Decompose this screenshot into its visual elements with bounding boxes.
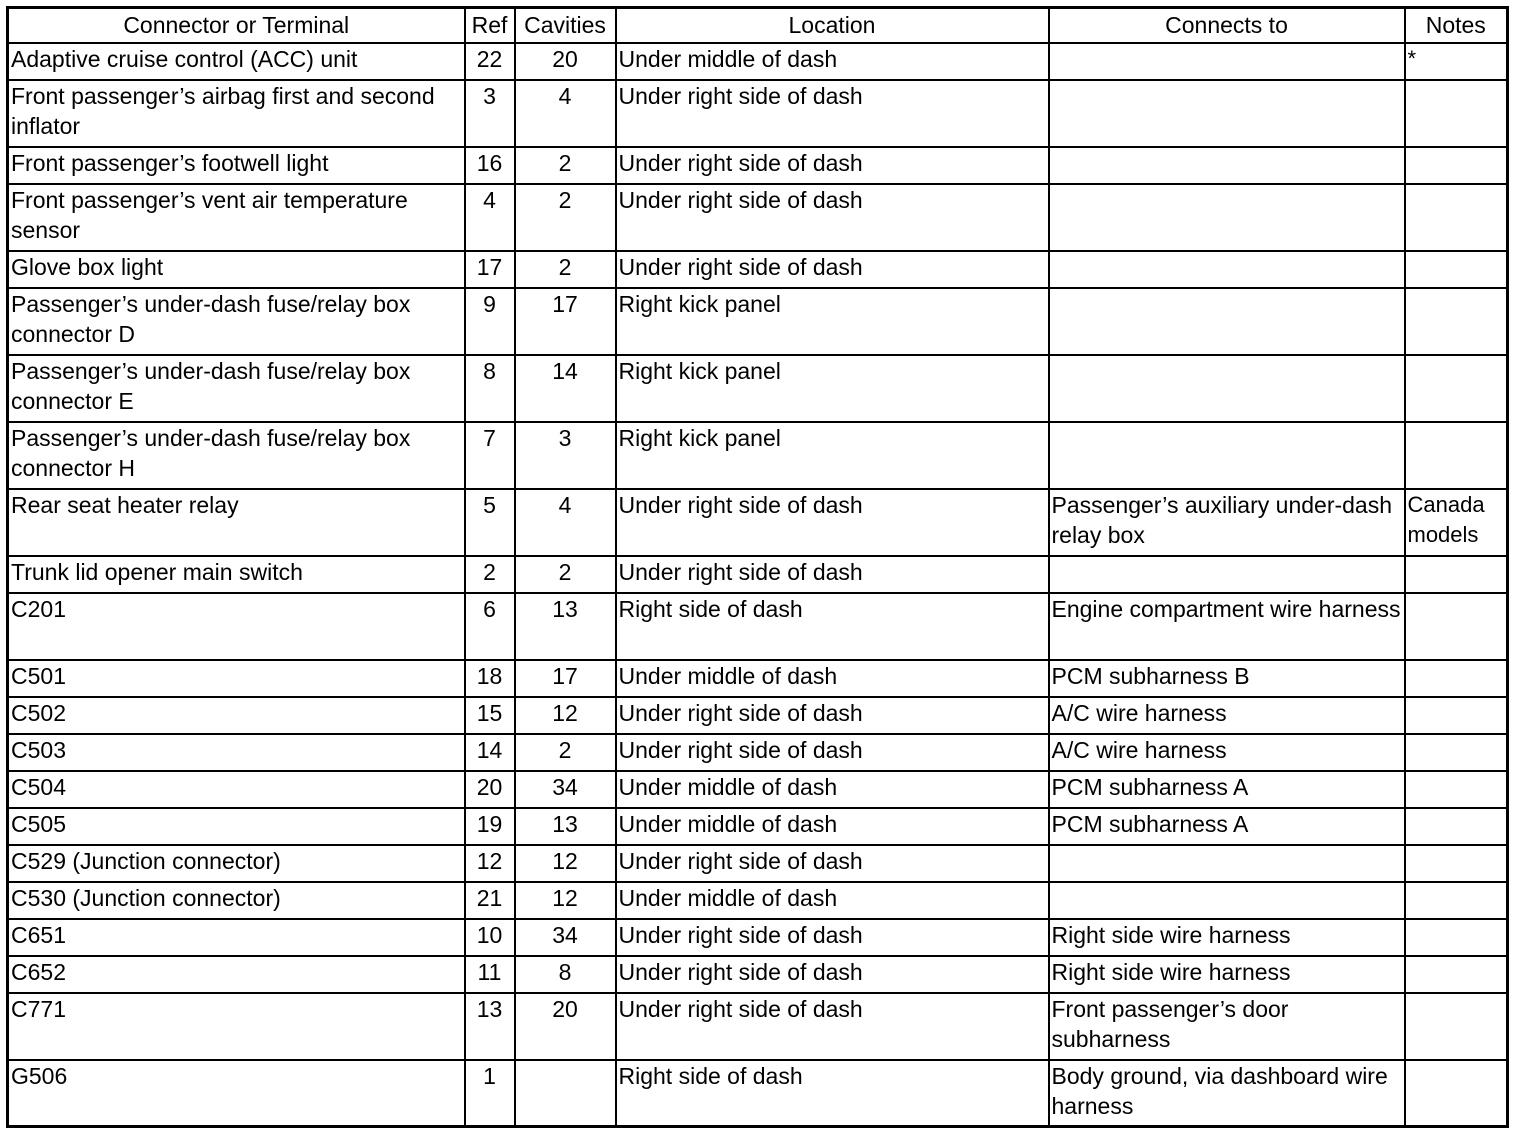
cell-connects-to: Body ground, via dashboard wire harness [1049,1060,1405,1127]
cell-ref: 11 [465,956,515,993]
cell-notes [1405,808,1508,845]
cell-connects-to: PCM subharness B [1049,660,1405,697]
table-row [8,422,1508,489]
cell-location: Right side of dash [616,593,1049,660]
cell-notes [1405,882,1508,919]
cell-terminal: G506 [8,1060,465,1127]
cell-terminal: Rear seat heater relay [8,489,465,556]
cell-ref: 16 [465,147,515,184]
cell-location: Under middle of dash [616,771,1049,808]
cell-notes: Canada models [1405,489,1508,556]
cell-cavities: 12 [515,697,616,734]
cell-connects-to: Right side wire harness [1049,919,1405,956]
cell-cavities: 4 [515,80,616,147]
cell-location: Under right side of dash [616,556,1049,593]
cell-ref: 3 [465,80,515,147]
cell-terminal: Front passenger’s vent air temperature sensor [8,184,465,251]
cell-ref: 15 [465,697,515,734]
cell-location: Under right side of dash [616,80,1049,147]
cell-connects-to [1049,355,1405,422]
cell-connects-to [1049,882,1405,919]
cell-ref: 17 [465,251,515,288]
cell-connects-to: A/C wire harness [1049,697,1405,734]
table-row [8,1060,1508,1127]
cell-notes [1405,80,1508,147]
cell-ref: 4 [465,184,515,251]
cell-terminal: Trunk lid opener main switch [8,556,465,593]
cell-location: Under middle of dash [616,660,1049,697]
table-row [8,845,1508,882]
cell-terminal: C652 [8,956,465,993]
cell-location: Under right side of dash [616,251,1049,288]
header-row [8,8,1508,43]
cell-location: Under right side of dash [616,845,1049,882]
cell-cavities: 8 [515,956,616,993]
table-row [8,556,1508,593]
cell-cavities: 4 [515,489,616,556]
table-row [8,288,1508,355]
cell-ref: 19 [465,808,515,845]
cell-location: Under right side of dash [616,697,1049,734]
table-row [8,882,1508,919]
cell-location: Under right side of dash [616,184,1049,251]
cell-notes [1405,919,1508,956]
cell-terminal: C771 [8,993,465,1060]
cell-terminal: C529 (Junction connector) [8,845,465,882]
cell-cavities: 13 [515,593,616,660]
cell-connects-to [1049,251,1405,288]
table-body [8,43,1508,1127]
cell-cavities: 3 [515,422,616,489]
cell-ref: 21 [465,882,515,919]
cell-connects-to [1049,556,1405,593]
table-row [8,80,1508,147]
cell-notes: * [1405,43,1508,80]
column-header-location: Location [616,8,1049,43]
cell-notes [1405,993,1508,1060]
cell-terminal: Front passenger’s airbag first and second inflator [8,80,465,147]
cell-connects-to [1049,422,1405,489]
cell-location: Right side of dash [616,1060,1049,1127]
cell-cavities [515,1060,616,1127]
table-row [8,771,1508,808]
table-row [8,43,1508,80]
cell-ref: 6 [465,593,515,660]
cell-notes [1405,556,1508,593]
column-header-ref: Ref [465,8,515,43]
cell-connects-to [1049,288,1405,355]
cell-ref: 18 [465,660,515,697]
cell-ref: 8 [465,355,515,422]
cell-terminal: C530 (Junction connector) [8,882,465,919]
cell-location: Under right side of dash [616,734,1049,771]
cell-terminal: C505 [8,808,465,845]
cell-notes [1405,845,1508,882]
cell-cavities: 12 [515,882,616,919]
cell-terminal: Front passenger’s footwell light [8,147,465,184]
column-header-cavities: Cavities [515,8,616,43]
cell-terminal: Passenger’s under-dash fuse/relay box connector H [8,422,465,489]
cell-terminal: C502 [8,697,465,734]
cell-terminal: Glove box light [8,251,465,288]
cell-connects-to: A/C wire harness [1049,734,1405,771]
table-row [8,251,1508,288]
cell-location: Right kick panel [616,422,1049,489]
table-row [8,956,1508,993]
table-row [8,993,1508,1060]
cell-notes [1405,697,1508,734]
cell-cavities: 12 [515,845,616,882]
cell-connects-to: PCM subharness A [1049,771,1405,808]
cell-terminal: Passenger’s under-dash fuse/relay box connector D [8,288,465,355]
cell-ref: 1 [465,1060,515,1127]
cell-notes [1405,251,1508,288]
cell-cavities: 17 [515,660,616,697]
cell-connects-to [1049,845,1405,882]
cell-ref: 20 [465,771,515,808]
cell-location: Under middle of dash [616,808,1049,845]
cell-cavities: 20 [515,43,616,80]
cell-ref: 14 [465,734,515,771]
cell-connects-to [1049,80,1405,147]
cell-ref: 7 [465,422,515,489]
table-row [8,919,1508,956]
cell-cavities: 17 [515,288,616,355]
cell-location: Under right side of dash [616,919,1049,956]
table-row [8,147,1508,184]
cell-cavities: 2 [515,556,616,593]
column-header-notes: Notes [1405,8,1508,43]
cell-notes [1405,422,1508,489]
table-row [8,808,1508,845]
cell-location: Under right side of dash [616,993,1049,1060]
table-row [8,697,1508,734]
cell-connects-to: PCM subharness A [1049,808,1405,845]
cell-notes [1405,956,1508,993]
cell-cavities: 34 [515,771,616,808]
cell-connects-to [1049,43,1405,80]
cell-connects-to [1049,184,1405,251]
cell-connects-to: Passenger’s auxiliary under-dash relay box [1049,489,1405,556]
cell-location: Under right side of dash [616,147,1049,184]
cell-connects-to: Front passenger’s door subharness [1049,993,1405,1060]
cell-location: Under middle of dash [616,43,1049,80]
cell-notes [1405,184,1508,251]
cell-cavities: 2 [515,147,616,184]
cell-cavities: 13 [515,808,616,845]
cell-notes [1405,147,1508,184]
cell-ref: 2 [465,556,515,593]
cell-connects-to: Right side wire harness [1049,956,1405,993]
cell-location: Under right side of dash [616,489,1049,556]
cell-cavities: 2 [515,251,616,288]
table-row [8,660,1508,697]
connector-table [6,6,1509,1128]
cell-cavities: 2 [515,734,616,771]
cell-cavities: 34 [515,919,616,956]
cell-ref: 9 [465,288,515,355]
table-row [8,489,1508,556]
table-row [8,355,1508,422]
cell-location: Under right side of dash [616,956,1049,993]
table-row [8,734,1508,771]
cell-ref: 5 [465,489,515,556]
cell-notes [1405,355,1508,422]
cell-notes [1405,771,1508,808]
cell-connects-to: Engine compartment wire harness [1049,593,1405,660]
cell-ref: 12 [465,845,515,882]
cell-ref: 22 [465,43,515,80]
cell-notes [1405,734,1508,771]
cell-ref: 13 [465,993,515,1060]
cell-ref: 10 [465,919,515,956]
table-row [8,593,1508,660]
cell-terminal: C501 [8,660,465,697]
table-row [8,184,1508,251]
cell-terminal: C651 [8,919,465,956]
cell-terminal: C201 [8,593,465,660]
column-header-terminal: Connector or Terminal [8,8,465,43]
cell-location: Under middle of dash [616,882,1049,919]
column-header-connects-to: Connects to [1049,8,1405,43]
cell-cavities: 14 [515,355,616,422]
cell-location: Right kick panel [616,355,1049,422]
cell-terminal: Adaptive cruise control (ACC) unit [8,43,465,80]
cell-connects-to [1049,147,1405,184]
cell-notes [1405,288,1508,355]
cell-terminal: C503 [8,734,465,771]
cell-notes [1405,1060,1508,1127]
cell-notes [1405,660,1508,697]
cell-cavities: 20 [515,993,616,1060]
cell-location: Right kick panel [616,288,1049,355]
cell-terminal: Passenger’s under-dash fuse/relay box connector E [8,355,465,422]
cell-cavities: 2 [515,184,616,251]
cell-notes [1405,593,1508,660]
cell-terminal: C504 [8,771,465,808]
